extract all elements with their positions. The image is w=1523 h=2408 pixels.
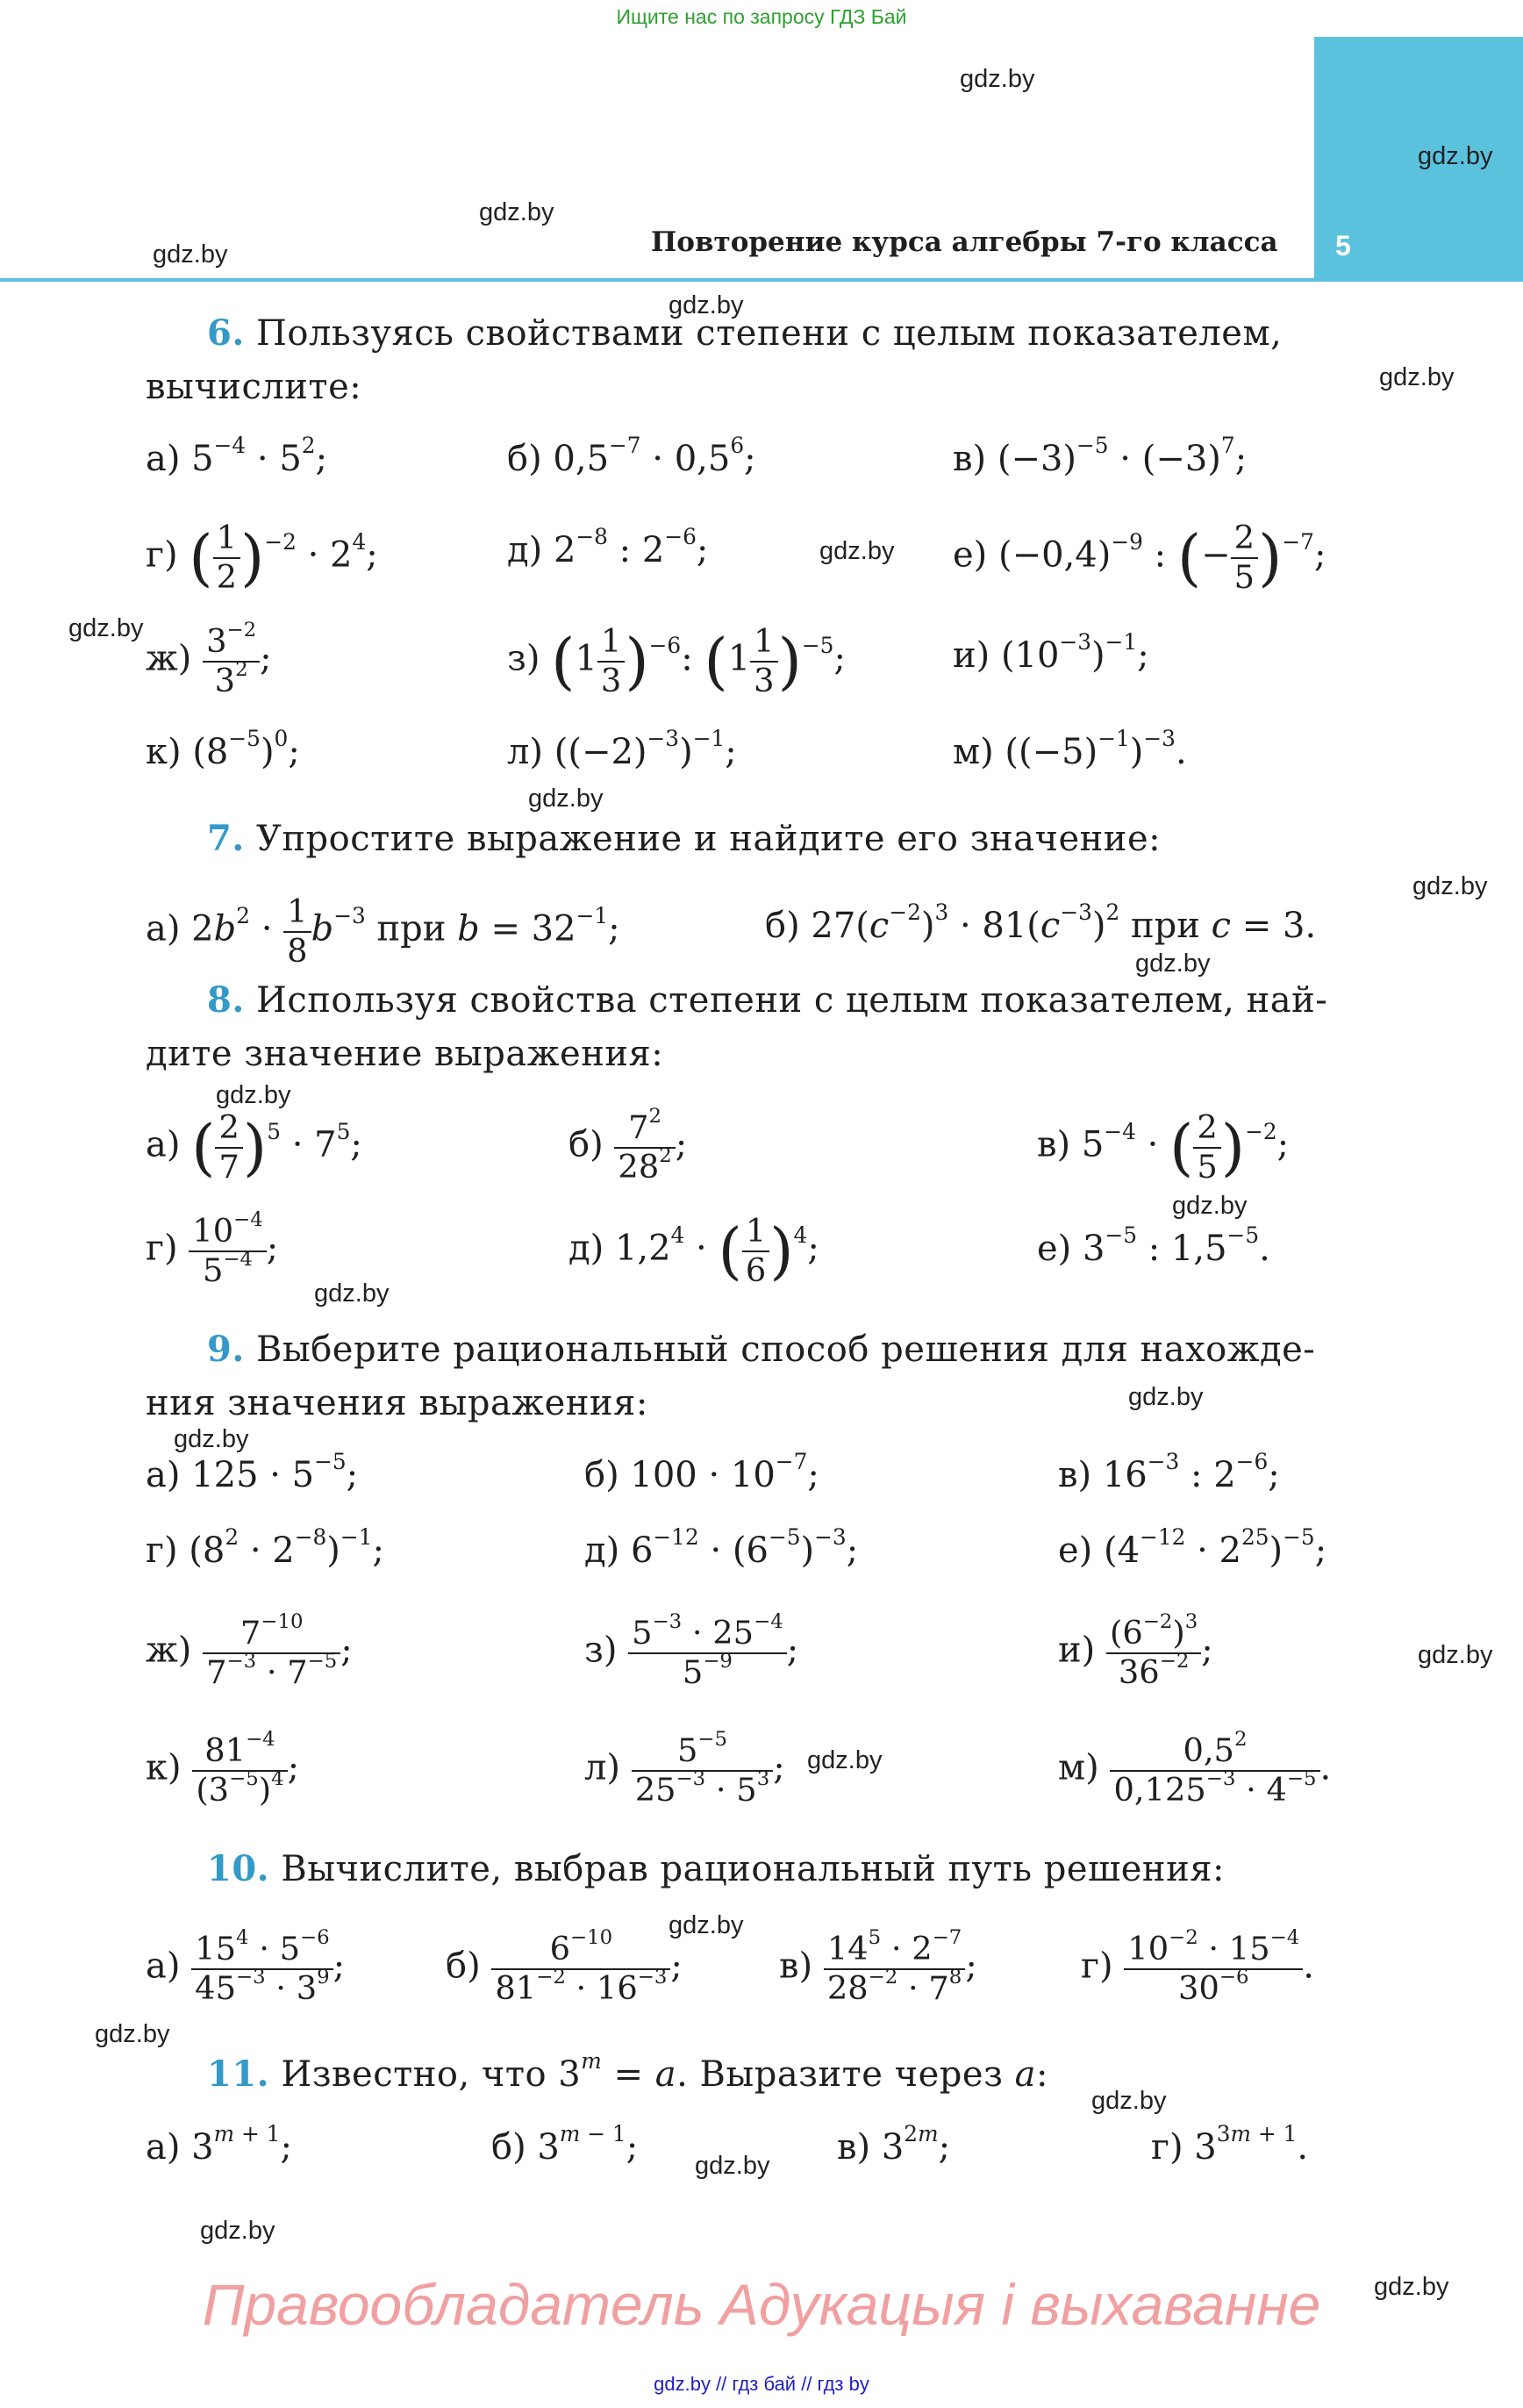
problem-8-item-a: а) ( $\frac{2}{7}$ )$^5 \cdot 7^5$; [146,1108,362,1186]
problem-number: 11. [207,2053,270,2095]
watermark: gdz.by [1412,872,1488,900]
problem-6-item-k: к) $(8^{-5})^0$; [146,726,300,772]
problem-text: Упростите выражение и найдите его значение: [255,819,1162,859]
problem-10-item-g: г) $\frac{10^{-2} \cdot 15^{-4}}{30^{-6}}$ . [1081,1925,1314,2007]
problem-11-heading [207,2048,1048,2095]
problem-8-heading [207,979,1327,1021]
problem-text: Вычислите, выбрав рациональный путь решения: [281,1849,1225,1889]
watermark: gdz.by [669,291,744,319]
top-promo-text: Ищите нас по запросу ГДЗ Бай [616,5,907,28]
section-title: Повторение курса алгебры 7-го класса [651,226,1278,258]
watermark: gdz.by [669,1911,744,1939]
problem-6-item-a: а) $5^{-4} \cdot 5^2$; [146,433,328,479]
page-number: 5 [1335,230,1351,262]
watermark: gdz.by [1128,1383,1204,1411]
problem-9-heading [207,1329,1315,1370]
watermark: gdz.by [960,65,1035,93]
watermark: gdz.by [174,1425,249,1453]
problem-number: 10. [207,1848,270,1889]
problem-9-item-k: к) $\frac{81^{-4}}{(3^{-5})^4}$ ; [146,1727,300,1809]
problem-9-item-v: в) $16^{-3}$ : $2^{-6}$; [1058,1449,1280,1495]
problem-11-item-g: г) $3^{3m + 1}$. [1151,2121,1309,2168]
problem-6-item-d: д) $2^{-8}$ : $2^{-6}$; [507,524,709,570]
problem-7-item-b: б) $27(c^{-2})^3 \cdot 81(c^{-3})^2$ при c = 3. [765,899,1317,946]
problem-8-item-e: е) $3^{-5}$ : $1,5^{-5}$. [1037,1222,1270,1269]
problem-11-item-b: б) $3^{m - 1}$; [491,2121,639,2168]
problem-9-item-g: г) $(8^2 \cdot 2^{-8})^{-1}$; [146,1524,384,1571]
problem-8-item-v: в) $5^{-4}$ · ( $\frac{2}{5}$ )$^{-2}$; [1037,1108,1290,1186]
watermark: gdz.by [1374,2273,1449,2301]
problem-6-heading [207,312,1282,354]
watermark: gdz.by [1379,363,1455,391]
watermark: gdz.by [1172,1192,1248,1220]
watermark: gdz.by [153,240,228,269]
watermark: gdz.by [68,614,144,642]
problem-8-item-g: г) $\frac{10^{-4}}{5^{-4}}$ ; [146,1208,279,1289]
watermark: gdz.by [1135,950,1211,978]
problem-9-item-l: л) $\frac{5^{-5}}{25^{-3} \cdot 5^3}$ ; [584,1727,785,1809]
problem-7-item-a: а) $2b^2$ · $\frac{1}{8}$ $b^{-3}$ при $b = 32^{-1}$; [146,892,620,970]
problem-8-heading-cont: дите значение выражения: [146,1034,664,1074]
watermark: gdz.by [95,2020,170,2048]
problem-10-item-a: а) $\frac{15^4 \cdot 5^{-6}}{45^{-3} \cdot 3^9}$ ; [146,1925,346,2007]
problem-11-item-a: а) $3^{m + 1}$; [146,2121,292,2168]
copyright-watermark: Правообладатель Адукацыя і выхаванне [202,2272,1321,2337]
watermark: gdz.by [819,537,895,565]
problem-6-item-v: в) $(-3)^{-5} \cdot (-3)^7$; [953,433,1248,479]
watermark: gdz.by [479,198,554,226]
problem-6-item-g: г) ( $\frac{1}{2}$ )$^{-2} \cdot 2^4$; [146,519,378,596]
problem-text: Используя свойства степени с целым показателем, най- [255,980,1328,1021]
problem-11-item-v: в) $3^{2m}$; [837,2121,951,2168]
watermark: gdz.by [314,1279,390,1308]
header-divider [0,278,1523,282]
problem-number: 9. [207,1329,245,1370]
watermark: gdz.by [1418,1641,1493,1669]
problem-6-item-l: л) $((-2)^{-3})^{-1}$; [507,726,737,772]
problem-number: 7. [207,818,245,859]
problem-9-item-m: м) $\frac{0,5^2}{0,125^{-3} \cdot 4^{-5}}$ . [1058,1727,1332,1809]
problem-10-item-v: в) $\frac{14^5 \cdot 2^{-7}}{28^{-2} \cdot 7^8}$ ; [779,1925,977,2007]
problem-6-item-i: и) $(10^{-3})^{-1}$; [953,629,1149,676]
problem-text: Пользуясь свойствами степени с целым показателем, [255,313,1283,354]
watermark: gdz.by [1418,142,1493,170]
problem-9-item-i: и) $\frac{(6^{-2})^3}{36^{-2}}$ ; [1058,1609,1213,1691]
problem-8-item-b: б) $\frac{7^2}{28^2}$ ; [568,1104,688,1186]
problem-6-item-b: б) $0,5^{-7} \cdot 0,5^6$; [507,433,756,479]
problem-10-item-b: б) $\frac{6^{-10}}{81^{-2} \cdot 16^{-3}}$ ; [446,1925,683,2007]
problem-9-item-z: з) $\frac{5^{-3} \cdot 25^{-4}}{5^{-9}}$ ; [584,1609,799,1691]
problem-9-heading-cont: ния значения выражения: [146,1383,648,1423]
footer-links: gdz.by // гдз бай // гдз by [654,2373,869,2395]
problem-number: 6. [207,312,245,354]
problem-6-heading-cont: вычислите: [146,367,362,407]
problem-9-item-zh: ж) $\frac{7^{-10}}{7^{-3} \cdot 7^{-5}}$ ; [146,1609,353,1691]
problem-text: Выберите рациональный способ решения для нахожде- [255,1329,1316,1370]
problem-6-item-m: м) $((-5)^{-1})^{-3}$. [953,726,1187,772]
problem-6-item-e: е) $(-0,4)^{-9}$ : (− $\frac{2}{5}$ )$^{-7}$; [953,519,1326,596]
problem-6-item-z: з) (1 $\frac{1}{3}$ )$^{-6}$: (1 $\frac{1}{3}$ )$^{-5}$; [507,622,846,699]
watermark: gdz.by [1091,2087,1167,2115]
problem-text: Известно, что $3^m = a$. Выразите через a: [281,2048,1048,2095]
problem-6-item-zh: ж) $\frac{3^{-2}}{3^2}$ ; [146,618,272,699]
problem-9-item-d: д) $6^{-12} \cdot (6^{-5})^{-3}$; [584,1524,859,1571]
watermark: gdz.by [528,785,604,813]
problem-number: 8. [207,979,245,1021]
problem-9-item-b: б) $100 \cdot 10^{-7}$; [584,1449,819,1495]
problem-10-heading [207,1848,1225,1889]
problem-9-item-e: е) $(4^{-12} \cdot 2^{25})^{-5}$; [1058,1524,1327,1571]
problem-8-item-d: д) $1,2^4$ · ( $\frac{1}{6}$ )$^4$; [568,1212,819,1289]
watermark: gdz.by [216,1081,291,1109]
problem-7-heading [207,818,1161,859]
watermark: gdz.by [695,2152,770,2180]
problem-9-item-a: а) $125 \cdot 5^{-5}$; [146,1449,359,1495]
watermark: gdz.by [200,2217,275,2245]
watermark: gdz.by [807,1746,883,1774]
